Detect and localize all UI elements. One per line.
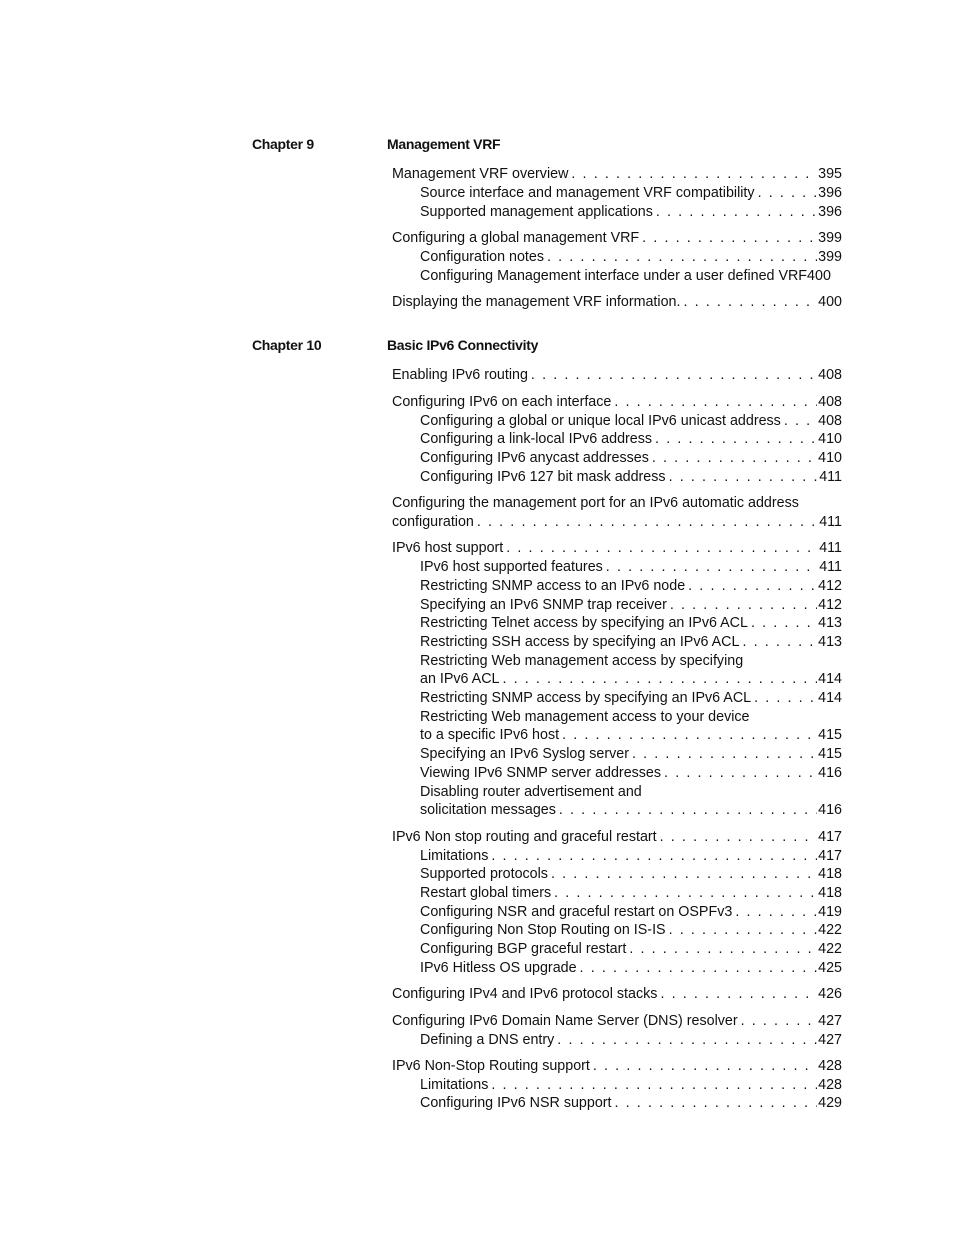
toc-entry[interactable]: Configuring IPv6 127 bit mask address . . . 411 xyxy=(420,468,842,487)
page-number: 415 xyxy=(818,746,842,762)
dot-leader xyxy=(751,614,817,633)
page-number: 410 xyxy=(818,450,842,466)
toc-entry[interactable]: Configuring NSR and graceful restart on OSPFv3 . . . 419 xyxy=(420,903,842,922)
page-number: 415 xyxy=(818,727,842,743)
toc-entry[interactable]: Restricting SSH access by specifying an IPv6 ACL . . . 413 xyxy=(420,633,842,652)
chapter-label: Chapter 10 xyxy=(252,337,322,353)
dot-leader xyxy=(554,884,817,903)
toc-entry[interactable]: Configuring IPv4 and IPv6 protocol stacks . . . 426 xyxy=(392,985,842,1004)
dot-leader xyxy=(559,801,817,820)
page-number: 411 xyxy=(819,514,842,530)
page-number: 427 xyxy=(818,1013,842,1029)
page-number: 418 xyxy=(818,866,842,882)
toc-entry[interactable]: Limitations . . . 417 xyxy=(420,847,842,866)
page-number: 426 xyxy=(818,986,842,1002)
page-number: 416 xyxy=(818,802,842,818)
page-number: 419 xyxy=(818,904,842,920)
dot-leader xyxy=(660,985,817,1004)
page-number: 411 xyxy=(819,540,842,556)
chapter-title: Basic IPv6 Connectivity xyxy=(387,337,539,353)
dot-leader xyxy=(656,203,817,222)
dot-leader xyxy=(735,903,817,922)
dot-leader xyxy=(670,596,817,615)
dot-leader xyxy=(614,393,817,412)
dot-leader xyxy=(683,293,817,312)
dot-leader xyxy=(655,430,817,449)
toc-entry[interactable]: Configuring a global or unique local IPv6 unicast address . . . 408 xyxy=(420,412,842,431)
dot-leader xyxy=(742,633,817,652)
dot-leader xyxy=(547,248,817,267)
dot-leader xyxy=(664,764,817,783)
page-number: 429 xyxy=(818,1095,842,1111)
page-number: 395 xyxy=(818,166,842,182)
dot-leader xyxy=(580,959,818,978)
page-number: 413 xyxy=(818,615,842,631)
toc-entry[interactable]: Management VRF overview . . . 395 xyxy=(392,165,842,184)
page-number: 411 xyxy=(819,559,842,575)
chapter-label: Chapter 9 xyxy=(252,136,314,152)
toc-entry[interactable]: Configuring IPv6 NSR support . . . 429 xyxy=(420,1094,842,1113)
page-number: 417 xyxy=(818,848,842,864)
page-number: 413 xyxy=(818,634,842,650)
toc-entry[interactable]: Configuring BGP graceful restart . . . 422 xyxy=(420,940,842,959)
toc-entry[interactable]: Configuring a global management VRF . . . 399 xyxy=(392,229,842,248)
toc-entry[interactable]: Enabling IPv6 routing . . . 408 xyxy=(392,366,842,385)
dot-leader xyxy=(562,726,817,745)
page-number: 396 xyxy=(818,204,842,220)
dot-leader xyxy=(660,828,818,847)
toc-entry[interactable]: solicitation messages . . . 416 xyxy=(420,801,842,820)
dot-leader xyxy=(758,184,818,203)
toc-entry[interactable]: Restricting Web management access to your device xyxy=(420,709,750,725)
page-number: 425 xyxy=(818,960,842,976)
toc-entry[interactable]: Specifying an IPv6 SNMP trap receiver . . . 412 xyxy=(420,596,842,615)
page-number: 399 xyxy=(818,230,842,246)
toc-entry[interactable]: Source interface and management VRF compatibility . . . 396 xyxy=(420,184,842,203)
toc-entry[interactable]: IPv6 Hitless OS upgrade . . . 425 xyxy=(420,959,842,978)
toc-entry[interactable]: Configuring IPv6 anycast addresses . . . 410 xyxy=(420,449,842,468)
page-number: 414 xyxy=(818,671,842,687)
dot-leader xyxy=(593,1057,817,1076)
dot-leader xyxy=(531,366,817,385)
dot-leader xyxy=(632,745,817,764)
toc-entry[interactable]: Defining a DNS entry . . . 427 xyxy=(420,1031,842,1050)
toc-entry[interactable]: Viewing IPv6 SNMP server addresses . . . 416 xyxy=(420,764,842,783)
toc-entry[interactable]: Configuring the management port for an IPv6 automatic address xyxy=(392,495,799,511)
dot-leader xyxy=(491,1076,817,1095)
page-number: 400 xyxy=(818,294,842,310)
dot-leader xyxy=(557,1031,817,1050)
toc-entry[interactable]: Restricting Telnet access by specifying an IPv6 ACL . . . 413 xyxy=(420,614,842,633)
dot-leader xyxy=(502,670,817,689)
toc-entry[interactable]: an IPv6 ACL . . . 414 xyxy=(420,670,842,689)
toc-entry[interactable]: Disabling router advertisement and xyxy=(420,784,642,800)
toc-entry[interactable]: Supported protocols . . . 418 xyxy=(420,865,842,884)
dot-leader xyxy=(754,689,817,708)
page-number: 418 xyxy=(818,885,842,901)
page-number: 417 xyxy=(818,829,842,845)
page-number: 396 xyxy=(818,185,842,201)
dot-leader xyxy=(642,229,817,248)
dot-leader xyxy=(741,1012,818,1031)
dot-leader xyxy=(688,577,817,596)
toc-entry[interactable]: Configuring IPv6 on each interface . . . 408 xyxy=(392,393,842,412)
toc-entry[interactable]: Restricting SNMP access by specifying an IPv6 ACL . . . 414 xyxy=(420,689,842,708)
toc-entry[interactable]: to a specific IPv6 host . . . 415 xyxy=(420,726,842,745)
dot-leader xyxy=(784,412,817,431)
page-number: 416 xyxy=(818,765,842,781)
toc-entry[interactable]: Configuring Management interface under a user defined VRF400 xyxy=(420,268,831,284)
toc-entry[interactable]: configuration . . . 411 xyxy=(392,513,842,532)
dot-leader xyxy=(669,468,819,487)
toc-entry[interactable]: Supported management applications . . . 396 xyxy=(420,203,842,222)
toc-entry[interactable]: Restricting Web management access by specifying xyxy=(420,653,744,669)
page-number: 411 xyxy=(819,469,842,485)
page-number: 408 xyxy=(818,394,842,410)
page-number: 428 xyxy=(818,1077,842,1093)
page-number: 399 xyxy=(818,249,842,265)
chapter-title: Management VRF xyxy=(387,136,501,152)
toc-entry[interactable]: Configuring Non Stop Routing on IS-IS . . . 422 xyxy=(420,921,842,940)
toc-entry[interactable]: Restricting SNMP access to an IPv6 node . . . 412 xyxy=(420,577,842,596)
page-number: 414 xyxy=(818,690,842,706)
dot-leader xyxy=(669,921,818,940)
dot-leader xyxy=(606,558,818,577)
page-number: 412 xyxy=(818,578,842,594)
dot-leader xyxy=(477,513,818,532)
toc-entry[interactable]: IPv6 Non-Stop Routing support . . . 428 xyxy=(392,1057,842,1076)
toc-entry[interactable]: Limitations . . . 428 xyxy=(420,1076,842,1095)
toc-entry[interactable]: IPv6 host support . . . 411 xyxy=(392,539,842,558)
dot-leader xyxy=(506,539,818,558)
toc-entry[interactable]: Displaying the management VRF information. . . . 400 xyxy=(392,293,842,312)
dot-leader xyxy=(491,847,817,866)
toc-entry[interactable]: Configuring a link-local IPv6 address . . . 410 xyxy=(420,430,842,449)
page-number: 408 xyxy=(818,413,842,429)
page-number: 428 xyxy=(818,1058,842,1074)
toc-entry[interactable]: IPv6 Non stop routing and graceful restart . . . 417 xyxy=(392,828,842,847)
dot-leader xyxy=(629,940,817,959)
page-number: 408 xyxy=(818,367,842,383)
toc-entry[interactable]: IPv6 host supported features . . . 411 xyxy=(420,558,842,577)
toc-entry[interactable]: Specifying an IPv6 Syslog server . . . 415 xyxy=(420,745,842,764)
page-number: 412 xyxy=(818,597,842,613)
dot-leader xyxy=(571,165,817,184)
page-number: 410 xyxy=(818,431,842,447)
page-number: 427 xyxy=(818,1032,842,1048)
toc-entry[interactable]: Configuration notes . . . 399 xyxy=(420,248,842,267)
dot-leader xyxy=(615,1094,818,1113)
dot-leader xyxy=(551,865,817,884)
toc-entry[interactable]: Restart global timers . . . 418 xyxy=(420,884,842,903)
page-number: 422 xyxy=(818,922,842,938)
dot-leader xyxy=(652,449,817,468)
page-number: 422 xyxy=(818,941,842,957)
toc-entry[interactable]: Configuring IPv6 Domain Name Server (DNS) resolver . . . 427 xyxy=(392,1012,842,1031)
